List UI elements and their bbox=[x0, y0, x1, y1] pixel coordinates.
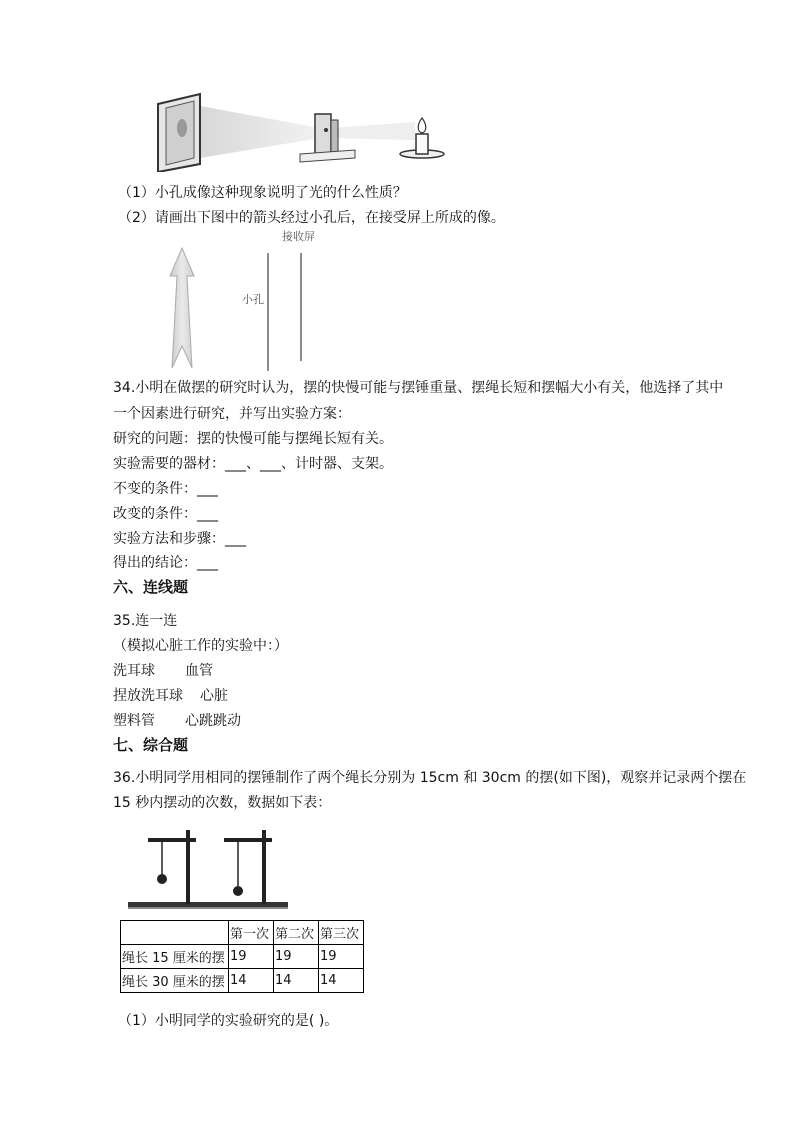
table-row bbox=[121, 969, 364, 993]
table-cell: 14 bbox=[274, 969, 319, 993]
q35-left-item: 洗耳球 bbox=[113, 663, 155, 679]
q34-conclusion: 得出的结论：___ bbox=[113, 555, 218, 571]
q33-sub2: （2）请画出下图中的箭头经过小孔后，在接受屏上所成的像。 bbox=[118, 210, 505, 226]
section6-title: 六、连线题 bbox=[113, 578, 189, 596]
pinhole-label: 小孔 bbox=[242, 293, 264, 306]
q34-line2: 一个因素进行研究，并写出实验方案： bbox=[113, 406, 351, 422]
q35-note: （模拟心脏工作的实验中：） bbox=[113, 638, 288, 654]
pendulum-illustration bbox=[124, 824, 294, 912]
table-cell: 绳长 15 厘米的摆 bbox=[121, 945, 229, 969]
q34-materials: 实验需要的器材：___、___、计时器、支架。 bbox=[113, 456, 393, 472]
table-header-row bbox=[121, 921, 364, 945]
table-cell: 14 bbox=[319, 969, 364, 993]
q34-line1: 34.小明在做摆的研究时认为，摆的快慢可能与摆锤重量、摆绳长短和摆幅大小有关，他选择了其中 bbox=[113, 380, 724, 396]
q36-line2: 15 秒内摆动的次数，数据如下表： bbox=[113, 795, 332, 811]
table-header-cell bbox=[121, 921, 229, 945]
table-cell: 绳长 30 厘米的摆 bbox=[121, 969, 229, 993]
q36-sub1: （1）小明同学的实验研究的是( )。 bbox=[118, 1013, 339, 1029]
q34-constant: 不变的条件：___ bbox=[113, 481, 218, 497]
pinhole-experiment-illustration bbox=[150, 92, 450, 172]
arrow-shape bbox=[170, 248, 194, 368]
table-header-cell: 第二次 bbox=[274, 921, 319, 945]
table-row bbox=[121, 945, 364, 969]
table-cell: 19 bbox=[229, 945, 274, 969]
section7-title: 七、综合题 bbox=[113, 736, 189, 754]
q34-question: 研究的问题：摆的快慢可能与摆绳长短有关。 bbox=[113, 431, 393, 447]
q33-sub1: （1）小孔成像这种现象说明了光的什么性质？ bbox=[118, 185, 407, 201]
table-header-cell: 第一次 bbox=[229, 921, 274, 945]
q35-left-item: 塑料管 bbox=[113, 713, 155, 729]
screen-label: 接收屏 bbox=[282, 230, 315, 243]
q35-title: 35.连一连 bbox=[113, 613, 178, 629]
table-header-cell: 第三次 bbox=[319, 921, 364, 945]
q34-changed: 改变的条件：___ bbox=[113, 506, 218, 522]
q35-left-item: 捏放洗耳球 bbox=[113, 688, 183, 704]
q35-right-item: 心脏 bbox=[200, 688, 228, 704]
table-cell: 14 bbox=[229, 969, 274, 993]
q34-method: 实验方法和步骤：___ bbox=[113, 531, 246, 547]
q36-line1: 36.小明同学用相同的摆锤制作了两个绳长分别为 15cm 和 30cm 的摆(如下图)，观察并记录两个摆在 bbox=[113, 770, 747, 786]
table-cell: 19 bbox=[274, 945, 319, 969]
table-cell: 19 bbox=[319, 945, 364, 969]
pendulum-data-table bbox=[120, 920, 364, 993]
arrow-pinhole-diagram bbox=[160, 228, 340, 373]
q35-right-item: 心跳跳动 bbox=[185, 713, 241, 729]
q35-right-item: 血管 bbox=[185, 663, 213, 679]
